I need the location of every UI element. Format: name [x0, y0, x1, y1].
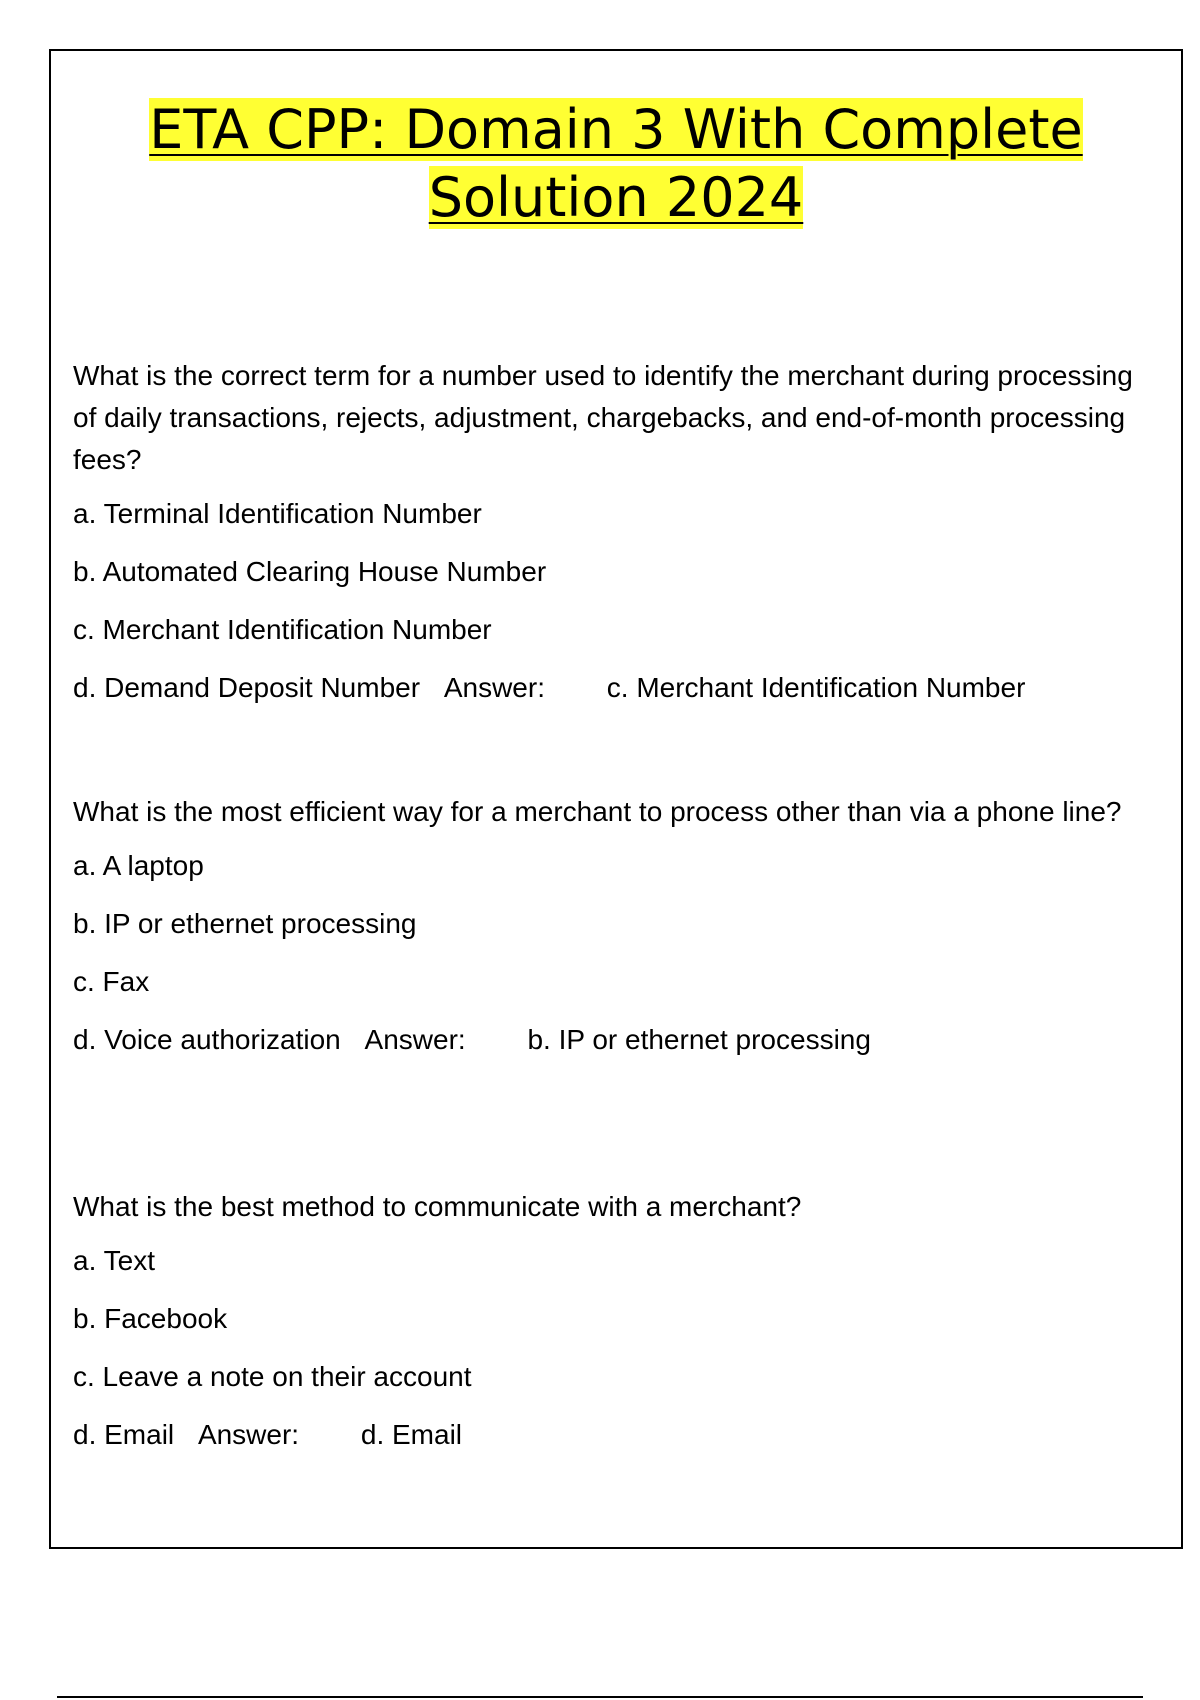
- option-d-with-answer: [73, 1019, 1133, 1061]
- option-b: b. Facebook: [73, 1303, 228, 1334]
- answer-value: c. Merchant Identification Number: [606, 672, 1026, 703]
- option-a: a. Terminal Identification Number: [73, 498, 482, 529]
- footer-rule: [57, 1696, 1143, 1698]
- document-title: [49, 96, 1183, 232]
- option-c: c. Fax: [73, 966, 150, 997]
- question-text: What is the most efficient way for a merchant to process other than via a phone line?: [73, 796, 1122, 827]
- question-block-1: [73, 355, 1133, 725]
- option-d: d. Email: [73, 1419, 175, 1450]
- question-text: What is the correct term for a number used to identify the merchant during processing of daily transactions, rejects, adjustment, chargebacks, and end-of-month processing fees?: [73, 360, 1133, 475]
- answer-label: Answer:: [197, 1419, 300, 1450]
- option-d: d. Demand Deposit Number: [73, 672, 421, 703]
- option-d: d. Voice authorization: [73, 1024, 341, 1055]
- title-line-1: ETA CPP: Domain 3 With Complete: [149, 98, 1083, 161]
- option-a: a. Text: [73, 1245, 155, 1276]
- title-line-2: Solution 2024: [428, 166, 804, 229]
- answer-value: d. Email: [360, 1419, 463, 1450]
- answer-label: Answer:: [364, 1024, 466, 1055]
- answer-label: Answer:: [443, 672, 545, 703]
- option-b: b. Automated Clearing House Number: [73, 556, 547, 587]
- option-d-with-answer: [73, 667, 1133, 709]
- question-block-3: [73, 1186, 1133, 1472]
- option-c: c. Leave a note on their account: [73, 1361, 472, 1392]
- option-a: a. A laptop: [73, 850, 204, 881]
- question-text: What is the best method to communicate with a merchant?: [73, 1191, 802, 1222]
- question-block-2: [73, 791, 1133, 1077]
- option-d-with-answer: [73, 1414, 1133, 1456]
- answer-value: b. IP or ethernet processing: [527, 1024, 871, 1055]
- option-c: c. Merchant Identification Number: [73, 614, 492, 645]
- option-b: b. IP or ethernet processing: [73, 908, 417, 939]
